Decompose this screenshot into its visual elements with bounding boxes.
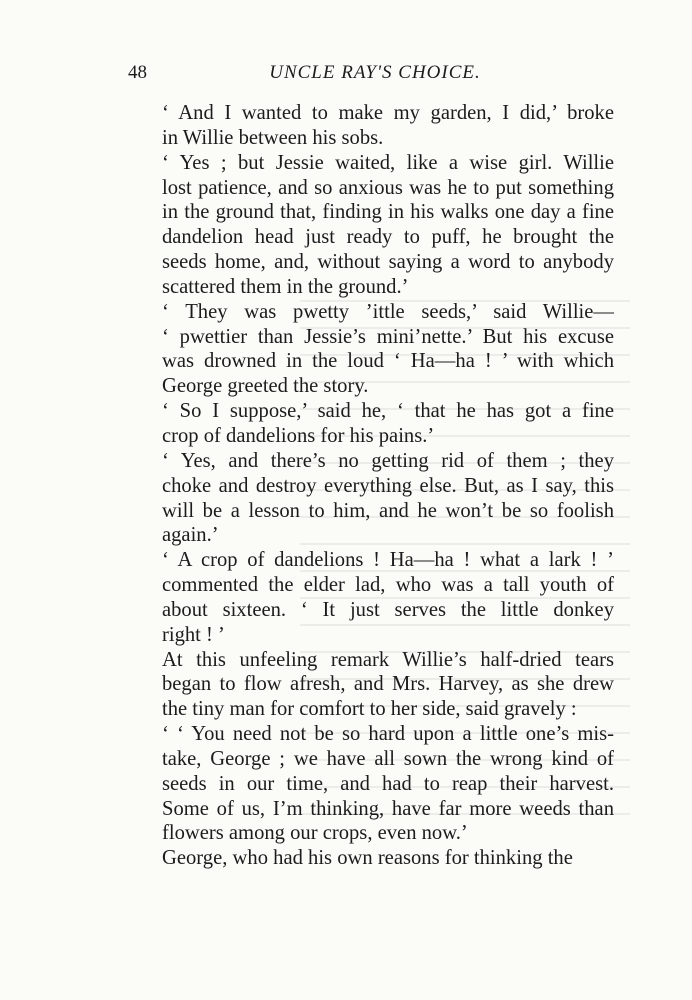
paragraph bbox=[128, 300, 614, 399]
paragraph bbox=[128, 846, 614, 871]
text-line: ‘ A crop of dandelions ! Ha—ha ! what a lark ! ’ bbox=[162, 549, 614, 572]
text-line: right ! ’ bbox=[162, 623, 225, 646]
text-line: choke and destroy everything else. But, as I say, this bbox=[162, 474, 614, 497]
page-number: 48 bbox=[128, 62, 147, 83]
text-line: seeds home, and, without saying a word to anybody bbox=[162, 251, 614, 274]
text-line: ‘ Yes, and there’s no getting rid of them ; they bbox=[162, 449, 614, 472]
text-line: George, who had his own reasons for thinking the bbox=[162, 847, 573, 870]
text-line: Some of us, I’m thinking, have far more weeds than bbox=[162, 797, 614, 820]
text-line: ‘ So I suppose,’ said he, ‘ that he has got a fine bbox=[162, 400, 614, 423]
text-line: At this unfeeling remark Willie’s half-dried tears bbox=[162, 648, 614, 671]
text-line: was drowned in the loud ‘ Ha—ha ! ’ with which bbox=[162, 350, 614, 373]
text-line: seeds in our time, and had to reap their harvest. bbox=[162, 772, 614, 795]
text-line: scattered them in the ground.’ bbox=[162, 275, 409, 298]
text-line: in Willie between his sobs. bbox=[162, 126, 384, 149]
paragraph bbox=[128, 648, 614, 723]
text-line: ‘ ‘ You need not be so hard upon a little one’s mis- bbox=[162, 723, 614, 746]
text-line: ‘ They was pwetty ’ittle seeds,’ said Willie— bbox=[162, 300, 614, 323]
running-head: UNCLE RAY'S CHOICE. bbox=[269, 62, 481, 83]
paragraph bbox=[128, 399, 614, 449]
text-line: again.’ bbox=[162, 524, 219, 547]
paragraph bbox=[128, 151, 614, 300]
paragraph bbox=[128, 101, 614, 151]
text-line: crop of dandelions for his pains.’ bbox=[162, 424, 435, 447]
text-line: the tiny man for comfort to her side, said gravely : bbox=[162, 698, 577, 721]
text-line: George greeted the story. bbox=[162, 375, 369, 398]
text-line: commented the elder lad, who was a tall youth of bbox=[162, 574, 614, 597]
paragraph bbox=[128, 722, 614, 846]
body-text bbox=[128, 101, 614, 871]
text-line: take, George ; we have all sown the wrong kind of bbox=[162, 747, 614, 770]
page-header bbox=[128, 62, 614, 88]
text-line: dandelion head just ready to puff, he brought the bbox=[162, 226, 614, 249]
text-line: began to flow afresh, and Mrs. Harvey, as she drew bbox=[162, 673, 614, 696]
text-line: lost patience, and so anxious was he to put something bbox=[162, 176, 614, 199]
text-line: ‘ And I wanted to make my garden, I did,’ broke bbox=[162, 102, 614, 124]
text-line: will be a lesson to him, and he won’t be so foolish bbox=[162, 499, 614, 522]
text-line: ‘ Yes ; but Jessie waited, like a wise girl. Willie bbox=[162, 151, 614, 174]
text-line: flowers among our crops, even now.’ bbox=[162, 822, 468, 845]
text-line: ‘ pwettier than Jessie’s mini’nette.’ But his excuse bbox=[162, 325, 614, 348]
paragraph bbox=[128, 548, 614, 647]
text-line: in the ground that, finding in his walks one day a fine bbox=[162, 201, 614, 224]
text-line: about sixteen. ‘ It just serves the little donkey bbox=[162, 598, 614, 621]
paragraph bbox=[128, 449, 614, 548]
